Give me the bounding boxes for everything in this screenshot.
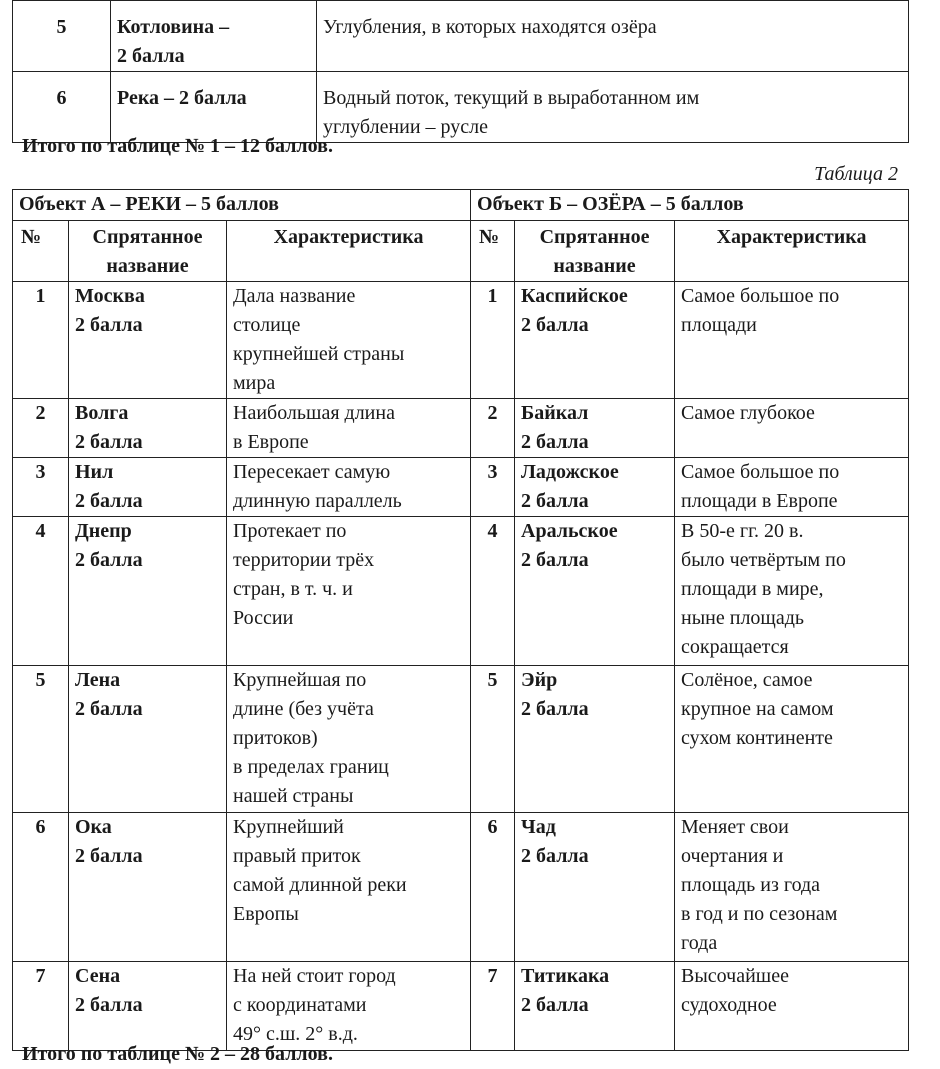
river-number: 4 (13, 517, 69, 666)
river-number: 5 (13, 666, 69, 813)
table-1-total: Итого по таблице № 1 – 12 баллов. (22, 135, 333, 157)
river-name: Сена 2 балла (69, 962, 227, 1051)
answer-description: Углубления, в которых находятся озёра (317, 1, 909, 72)
answer-table-1 (12, 0, 909, 143)
river-name: Днепр 2 балла (69, 517, 227, 666)
river-number: 1 (13, 282, 69, 399)
lake-name: Ладожское 2 балла (515, 458, 675, 517)
river-number: 3 (13, 458, 69, 517)
column-header-characteristic: Характеристика (227, 221, 471, 282)
lake-name: Эйр 2 балла (515, 666, 675, 813)
river-characteristic: Дала название столице крупнейшей страны мира (227, 282, 471, 399)
river-characteristic: Наибольшая длина в Европе (227, 399, 471, 458)
column-header-row (13, 221, 909, 282)
column-header-characteristic: Характеристика (675, 221, 909, 282)
lake-characteristic: Самое большое по площади в Европе (675, 458, 909, 517)
table-row (13, 282, 909, 399)
lake-name: Каспийское 2 балла (515, 282, 675, 399)
lake-number: 6 (471, 813, 515, 962)
table-2-total: Итого по таблице № 2 – 28 баллов. (22, 1043, 333, 1065)
river-characteristic: Крупнейшая по длине (без учёта притоков) в пределах границ нашей страны (227, 666, 471, 813)
lake-number: 4 (471, 517, 515, 666)
lake-characteristic: Самое большое по площади (675, 282, 909, 399)
river-number: 7 (13, 962, 69, 1051)
column-header-number: № (13, 221, 69, 282)
object-a-header: Объект А – РЕКИ – 5 баллов (13, 190, 471, 221)
answer-description: Водный поток, текущий в выработанном им углублении – русле (317, 72, 909, 143)
answer-name: Котловина – 2 балла (111, 1, 317, 72)
river-characteristic: Крупнейший правый приток самой длинной реки Европы (227, 813, 471, 962)
lake-number: 2 (471, 399, 515, 458)
table-row (13, 666, 909, 813)
row-number: 6 (13, 72, 111, 143)
lake-characteristic: Самое глубокое (675, 399, 909, 458)
column-header-name: Спрятанное название (515, 221, 675, 282)
river-name: Нил 2 балла (69, 458, 227, 517)
lake-characteristic: Меняет свои очертания и площадь из года в год и по сезонам года (675, 813, 909, 962)
answer-name: Река – 2 балла (111, 72, 317, 143)
row-number: 5 (13, 1, 111, 72)
river-characteristic: Пересекает самую длинную параллель (227, 458, 471, 517)
lake-characteristic: В 50-е гг. 20 в. было четвёртым по площади в мире, ныне площадь сокращается (675, 517, 909, 666)
river-characteristic: Протекает по территории трёх стран, в т. ч. и России (227, 517, 471, 666)
river-number: 6 (13, 813, 69, 962)
table-row (13, 399, 909, 458)
answer-table-2 (12, 189, 909, 1051)
table-row (13, 458, 909, 517)
table-2-caption: Таблица 2 (814, 163, 898, 185)
lake-name: Чад 2 балла (515, 813, 675, 962)
object-b-header: Объект Б – ОЗЁРА – 5 баллов (471, 190, 909, 221)
table-row (13, 1, 909, 72)
river-number: 2 (13, 399, 69, 458)
table-row (13, 517, 909, 666)
lake-number: 7 (471, 962, 515, 1051)
lake-characteristic: Солёное, самое крупное на самом сухом континенте (675, 666, 909, 813)
lake-name: Байкал 2 балла (515, 399, 675, 458)
column-header-name: Спрятанное название (69, 221, 227, 282)
object-header-row (13, 190, 909, 221)
lake-name: Титикака 2 балла (515, 962, 675, 1051)
column-header-number: № (471, 221, 515, 282)
river-name: Лена 2 балла (69, 666, 227, 813)
lake-characteristic: Высочайшее судоходное (675, 962, 909, 1051)
lake-number: 5 (471, 666, 515, 813)
table-row (13, 813, 909, 962)
river-name: Москва 2 балла (69, 282, 227, 399)
lake-name: Аральское 2 балла (515, 517, 675, 666)
lake-number: 3 (471, 458, 515, 517)
lake-number: 1 (471, 282, 515, 399)
table-row (13, 962, 909, 1051)
river-name: Ока 2 балла (69, 813, 227, 962)
river-name: Волга 2 балла (69, 399, 227, 458)
river-characteristic: На ней стоит город с координатами 49° с.ш. 2° в.д. (227, 962, 471, 1051)
